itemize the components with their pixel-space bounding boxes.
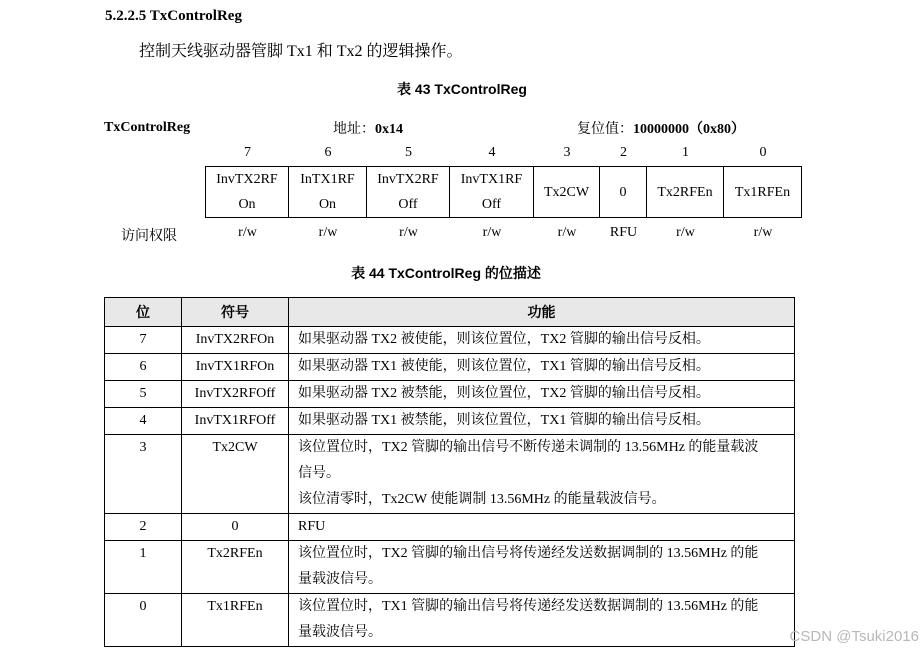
row-symbol: Tx2RFEn bbox=[182, 541, 289, 594]
watermark: CSDN @Tsuki2016 bbox=[789, 628, 919, 645]
function-line: 如果驱动器 TX2 被禁能，则该位置位，TX2 管脚的输出信号反相。 bbox=[298, 386, 710, 401]
bit-number: 1 bbox=[682, 145, 689, 160]
bit-number: 0 bbox=[759, 145, 767, 160]
bit-number: 5 bbox=[405, 145, 412, 160]
row-bit: 2 bbox=[105, 514, 182, 541]
row-function bbox=[289, 435, 795, 514]
access-value: r/w bbox=[482, 225, 502, 240]
bit-field-cell bbox=[206, 167, 289, 218]
table-row bbox=[105, 514, 795, 541]
row-function bbox=[289, 381, 795, 408]
bit-field-cell bbox=[724, 167, 802, 218]
address-value: 0x14 bbox=[375, 122, 403, 137]
bit-number: 3 bbox=[563, 145, 571, 160]
access-value: RFU bbox=[609, 225, 638, 240]
section-intro: 控制天线驱动器管脚 Tx1 和 Tx2 的逻辑操作。 bbox=[139, 43, 463, 60]
row-bit: 0 bbox=[105, 594, 182, 647]
bit-field-name: InvTX1RF bbox=[460, 172, 523, 187]
function-line: 如果驱动器 TX2 被使能，则该位置位，TX2 管脚的输出信号反相。 bbox=[298, 332, 710, 347]
access-value: r/w bbox=[753, 225, 773, 240]
bit-number: 4 bbox=[488, 145, 496, 160]
row-bit: 3 bbox=[105, 435, 182, 514]
bit-field-cell bbox=[367, 167, 450, 218]
bit-number: 6 bbox=[324, 145, 332, 160]
row-function bbox=[289, 354, 795, 381]
bit-field-cell bbox=[450, 167, 534, 218]
bit-number-row bbox=[206, 145, 802, 161]
register-name: TxControlReg bbox=[104, 120, 191, 135]
header-function: 功能 bbox=[289, 298, 795, 327]
table-row bbox=[105, 327, 795, 354]
bit-field-name-cont: Off bbox=[398, 197, 418, 212]
header-bit: 位 bbox=[105, 298, 182, 327]
table-row bbox=[105, 354, 795, 381]
row-bit: 1 bbox=[105, 541, 182, 594]
function-line: 量载波信号。 bbox=[298, 572, 382, 587]
table-row bbox=[105, 435, 795, 514]
access-value: r/w bbox=[318, 225, 338, 240]
address-label: 地址： bbox=[333, 122, 375, 137]
row-bit: 7 bbox=[105, 327, 182, 354]
bit-field-name: InvTX2RF bbox=[377, 172, 439, 187]
bit-field-name: Tx2CW bbox=[543, 184, 590, 200]
bit-field-name-cont: On bbox=[238, 197, 256, 212]
function-line: 如果驱动器 TX1 被禁能，则该位置位，TX1 管脚的输出信号反相。 bbox=[298, 413, 710, 428]
table44-caption: 表 44 TxControlReg 的位描述 bbox=[351, 265, 541, 281]
table43-caption: 表 43 TxControlReg bbox=[397, 81, 527, 97]
bit-field-name: Tx1RFEn bbox=[734, 184, 791, 200]
row-function bbox=[289, 514, 795, 541]
register-address bbox=[333, 118, 403, 138]
bit-field-name: InTX1RF bbox=[300, 172, 355, 187]
row-function bbox=[289, 594, 795, 647]
row-symbol: InvTX2RFOn bbox=[182, 327, 289, 354]
row-symbol: InvTX1RFOn bbox=[182, 354, 289, 381]
bit-field-name: 0 bbox=[619, 184, 627, 200]
register-bit-table bbox=[205, 166, 802, 218]
table-header-row bbox=[105, 298, 795, 327]
function-line: RFU bbox=[298, 519, 326, 534]
row-function bbox=[289, 327, 795, 354]
bit-number: 2 bbox=[620, 145, 627, 160]
row-bit: 4 bbox=[105, 408, 182, 435]
function-line: 信号。 bbox=[298, 466, 340, 481]
table-row bbox=[105, 594, 795, 647]
bit-field-cell bbox=[289, 167, 367, 218]
row-symbol: 0 bbox=[182, 514, 289, 541]
function-line: 该位置位时，TX2 管脚的输出信号将传递经发送数据调制的 13.56MHz 的能 bbox=[298, 546, 759, 561]
reset-value: 10000000（0x80） bbox=[633, 122, 745, 137]
table-row bbox=[105, 541, 795, 594]
register-reset bbox=[577, 118, 745, 138]
row-symbol: Tx1RFEn bbox=[182, 594, 289, 647]
function-line: 该位置位时，TX2 管脚的输出信号不断传递未调制的 13.56MHz 的能量载波 bbox=[298, 440, 759, 455]
bit-field-name: Tx2RFEn bbox=[657, 184, 713, 200]
table-row bbox=[105, 408, 795, 435]
bit-field-cell bbox=[647, 167, 724, 218]
bit-description-table bbox=[104, 297, 795, 647]
row-function bbox=[289, 541, 795, 594]
bit-number: 7 bbox=[244, 145, 251, 160]
header-symbol: 符号 bbox=[182, 298, 289, 327]
access-value: r/w bbox=[557, 225, 577, 240]
bit-field-name-cont: On bbox=[318, 197, 337, 212]
access-label: 访问权限 bbox=[121, 229, 177, 244]
access-value: r/w bbox=[238, 225, 257, 240]
access-value: r/w bbox=[399, 225, 418, 240]
bit-field-cell bbox=[600, 167, 647, 218]
row-symbol: InvTX1RFOff bbox=[182, 408, 289, 435]
bit-field-name: InvTX2RF bbox=[216, 172, 278, 187]
bit-field-name-cont: Off bbox=[481, 197, 502, 212]
row-symbol: InvTX2RFOff bbox=[182, 381, 289, 408]
reset-label: 复位值： bbox=[577, 122, 633, 137]
function-line: 量载波信号。 bbox=[298, 625, 382, 640]
row-bit: 5 bbox=[105, 381, 182, 408]
row-symbol: Tx2CW bbox=[182, 435, 289, 514]
access-value: r/w bbox=[676, 225, 695, 240]
access-row bbox=[206, 225, 802, 241]
section-heading: 5.2.2.5 TxControlReg bbox=[105, 8, 242, 24]
bit-field-cell bbox=[534, 167, 600, 218]
function-line: 如果驱动器 TX1 被使能，则该位置位，TX1 管脚的输出信号反相。 bbox=[298, 359, 710, 374]
function-line: 该位置位时，TX1 管脚的输出信号将传递经发送数据调制的 13.56MHz 的能 bbox=[298, 599, 759, 614]
function-line: 该位清零时，Tx2CW 使能调制 13.56MHz 的能量载波信号。 bbox=[298, 492, 666, 507]
row-function bbox=[289, 408, 795, 435]
table-row bbox=[105, 381, 795, 408]
row-bit: 6 bbox=[105, 354, 182, 381]
